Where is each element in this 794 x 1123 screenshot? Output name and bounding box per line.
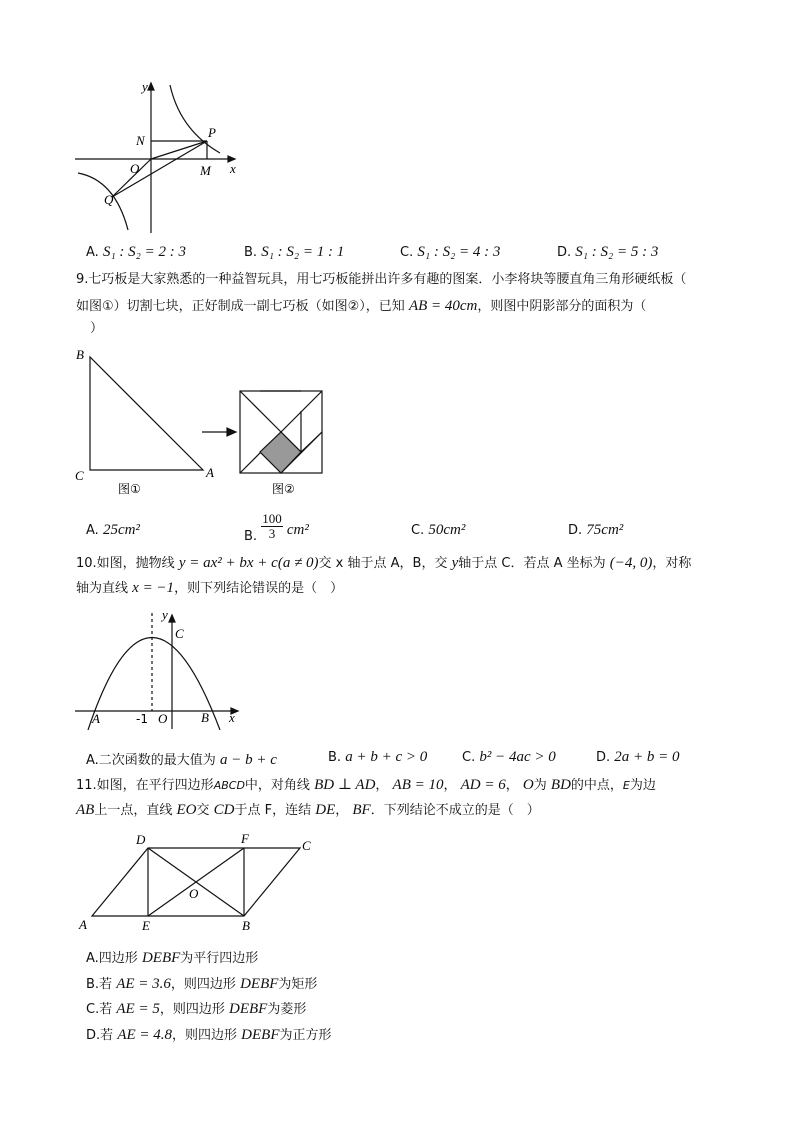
- fig10-B: B: [201, 710, 209, 725]
- q9-figure: [70, 345, 340, 500]
- q11-option-c[interactable]: C.若 AE = 5，则四边形 DEBF为菱形: [86, 1001, 307, 1017]
- fig11-C: C: [302, 838, 311, 853]
- fig11-B: B: [242, 918, 250, 933]
- q8-option-c[interactable]: C. S₁ : S₂ = 4 : 3: [400, 244, 501, 260]
- q9-option-c[interactable]: C. 50cm²: [411, 522, 466, 538]
- fig8-P: P: [208, 125, 216, 140]
- fig11-F: F: [241, 831, 249, 846]
- q10-option-c[interactable]: C. b² − 4ac > 0: [462, 749, 556, 765]
- q9-option-a[interactable]: A. 25cm²: [86, 522, 140, 538]
- fig9-C: C: [75, 468, 84, 483]
- fig9-caption1: 图①: [118, 482, 141, 496]
- q11-option-b[interactable]: B.若 AE = 3.6，则四边形 DEBF为矩形: [86, 976, 318, 992]
- fig10-O: O: [158, 711, 168, 726]
- q8-figure: [70, 75, 250, 235]
- fig11-O: O: [189, 886, 199, 901]
- q9-line1: 9.七巧板是大家熟悉的一种益智玩具，用七巧板能拼出许多有趣的图案．小李将块等腰直角三角形硬纸板（: [76, 272, 687, 287]
- fig10-C: C: [175, 626, 184, 641]
- q10-line2: 轴为直线 x = −1，则下列结论错误的是（ ）: [76, 580, 344, 596]
- q11-line2: AB上一点，直线 EO交 CD于点 F，连结 DE， BF．下列结论不成立的是（ ）: [76, 802, 540, 818]
- fig10-A: A: [92, 711, 100, 726]
- fig11-D: D: [136, 832, 146, 847]
- q8-option-b[interactable]: B. S₁ : S₂ = 1 : 1: [244, 244, 345, 260]
- q9-option-d[interactable]: D. 75cm²: [568, 522, 624, 538]
- q10-option-d[interactable]: D. 2a + b = 0: [596, 749, 680, 765]
- fig8-N: N: [136, 133, 145, 148]
- q11-line1: 11.如图，在平行四边形ABCD中，对角线 BD ⊥ AD， AB = 10， AD = 6， O为 BD的中点，E为边: [76, 777, 656, 793]
- q10-option-a[interactable]: A.二次函数的最大值为 a − b + c: [86, 752, 277, 768]
- fig8-Q: Q: [104, 192, 114, 207]
- fig10-x: x: [229, 710, 235, 725]
- fig8-x: x: [230, 161, 236, 176]
- fig8-M: M: [200, 163, 211, 178]
- q11-option-d[interactable]: D.若 AE = 4.8，则四边形 DEBF为正方形: [86, 1027, 332, 1043]
- fig9-caption2: 图②: [272, 482, 295, 496]
- q8-option-d[interactable]: D. S₁ : S₂ = 5 : 3: [557, 244, 659, 260]
- fig9-A: A: [206, 465, 214, 480]
- q10-line1: 10.如图，抛物线 y = ax² + bx + c(a ≠ 0)交 x 轴于点 A，B，交 y轴于点 C．若点 A 坐标为 (−4, 0)，对称: [76, 555, 692, 571]
- q11-option-a[interactable]: A.四边形 DEBF为平行四边形: [86, 950, 259, 966]
- fig8-y: y: [142, 79, 148, 94]
- q9-shaded-square: [260, 432, 301, 473]
- q10-figure: [70, 605, 250, 730]
- q8-option-a[interactable]: A. S₁ : S₂ = 2 : 3: [86, 244, 186, 260]
- fig11-A: A: [79, 917, 87, 932]
- q9-line3: ）: [90, 321, 104, 336]
- fig10-y: y: [162, 607, 168, 622]
- q9-line2: 如图①）切割七块，正好制成一副七巧板（如图②），已知 AB = 40cm，则图中阴影部分的面积为（: [76, 298, 647, 314]
- fig9-B: B: [76, 347, 84, 362]
- q10-option-b[interactable]: B. a + b + c > 0: [328, 749, 428, 765]
- fig11-E: E: [142, 918, 150, 933]
- fig8-O: O: [130, 161, 140, 176]
- q9-option-b[interactable]: B. $\frac{100}{3}$ cm²: [244, 511, 309, 544]
- fig10-neg1: -1: [136, 712, 148, 726]
- q11-figure: [72, 828, 332, 938]
